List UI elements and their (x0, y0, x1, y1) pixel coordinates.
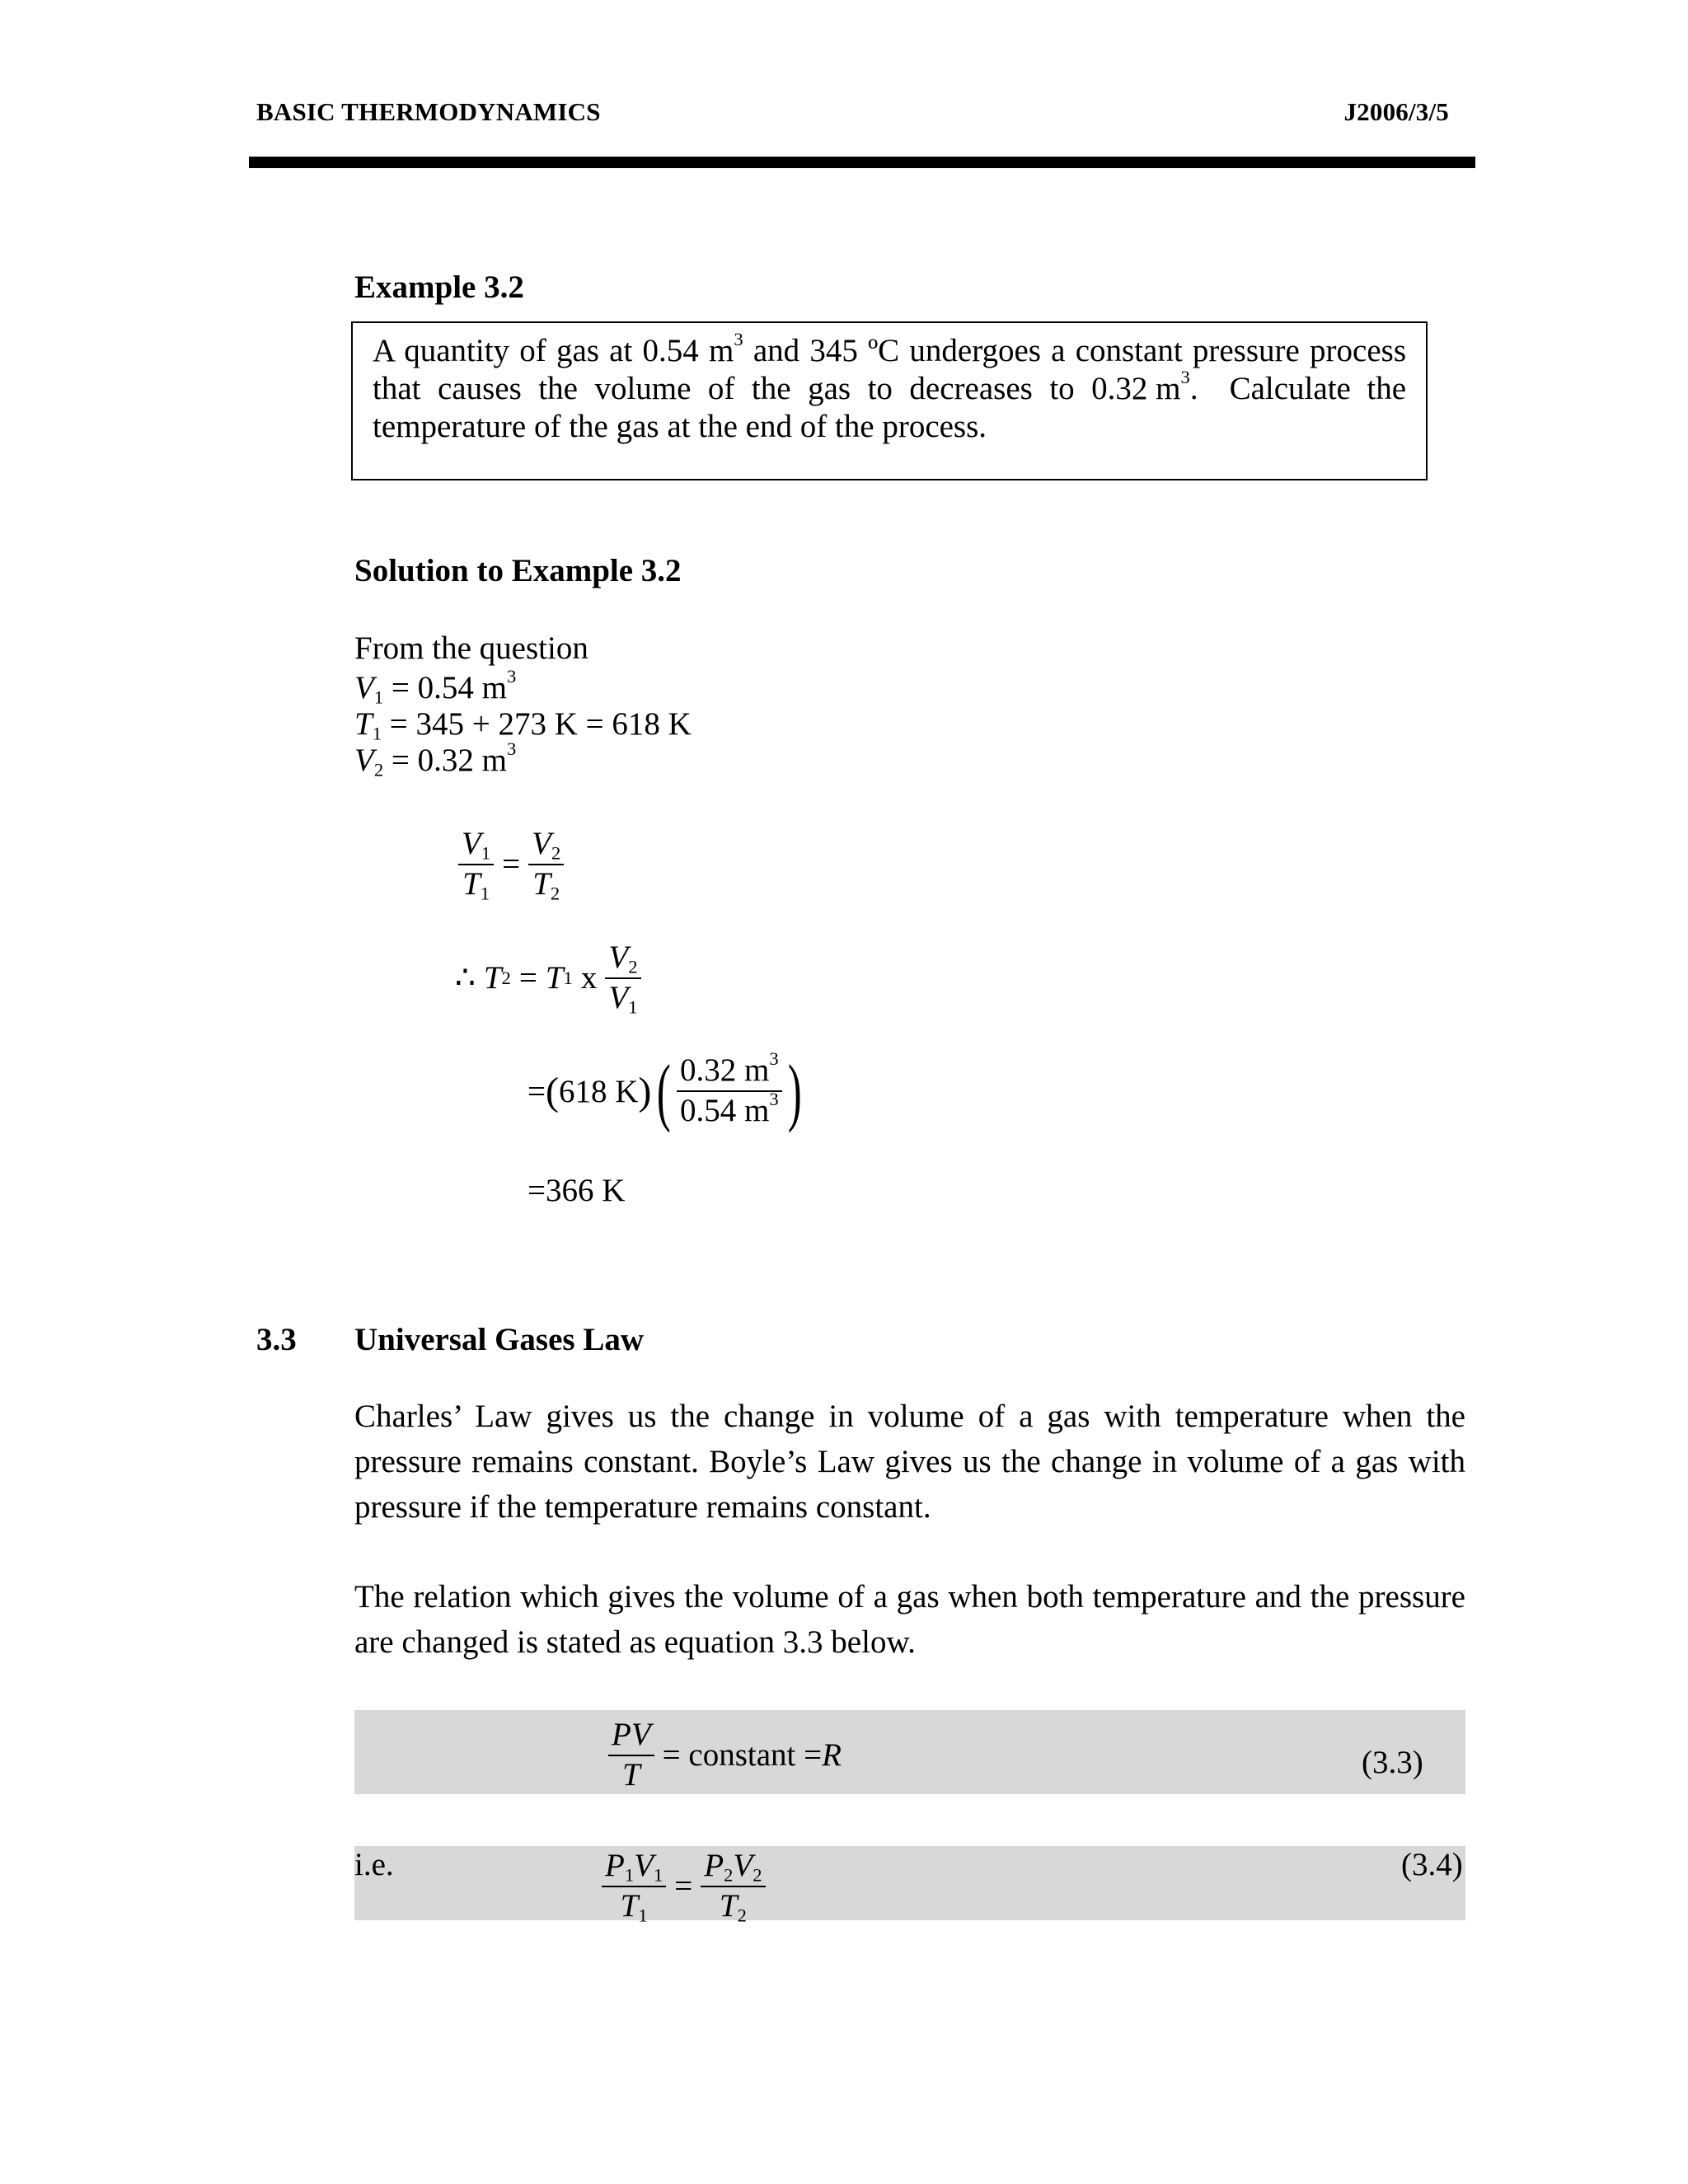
fraction-v2-t2: $\frac{V_2}{T_2}$ (528, 827, 564, 902)
rearranged-equation: ∴ T 2 = T 1 x $\frac{V_2}{V_1}$ (455, 941, 641, 1015)
equation-3-4: $\frac{P_1V_1}{T_1}$ = $\frac{P_2V_2}{T_2}$ (602, 1849, 766, 1924)
ie-label: i.e. (354, 1847, 394, 1882)
problem-line-1: A quantity of gas at 0.54 $m^3$ and 345 ºC undergoes a constant pressure process (373, 328, 1406, 368)
example-problem-box (351, 321, 1428, 480)
equation-3-4-band (354, 1846, 1465, 1920)
paragraph-charles-boyle: Charles’ Law gives us the change in volume of a gas with temperature when the pressure remains constant. Boyle’s Law gives us the change in volume of a gas with pressure if the temperature remains constant. (354, 1399, 1465, 1525)
header-rule (249, 157, 1475, 168)
given-intro: From the question (354, 630, 588, 666)
problem-line-3: temperature of the gas at the end of the process. (373, 409, 987, 444)
given-v1: $V_1 = 0.54$ $m^3$ (354, 665, 517, 708)
solution-title: Solution to Example 3.2 (354, 553, 682, 588)
paragraph-relation: The relation which gives the volume of a gas when both temperature and the pressure are changed is stated as equation 3.3 below. (354, 1579, 1465, 1660)
section-title: Universal Gases Law (354, 1322, 644, 1357)
fraction-volumes: $\frac{0.32 m^3}{0.54 m^3}$ (677, 1054, 782, 1128)
fraction-v1-t1: $\frac{V_1}{T_1}$ (458, 827, 494, 902)
equation-label-3-3: (3.3) (1362, 1745, 1423, 1780)
given-t1: $T_1 = 345 + 273$ K = 618 K (354, 706, 692, 744)
fraction-p2v2-t2: $\frac{P_2V_2}{T_2}$ (701, 1849, 765, 1924)
given-values (354, 629, 692, 780)
running-header-code: J2006/3/5 (1343, 97, 1449, 126)
example-title: Example 3.2 (354, 269, 524, 305)
problem-line-2: that causes the volume of the gas to decreases to 0.32 $m^3$. Calculate the (373, 366, 1406, 406)
substitution-equation: = ( 618 K ) ( $\frac{0.32 m^3}{0.54 m^3}$ ) (528, 1047, 802, 1133)
charles-law-equation: $\frac{V_1}{T_1}$ = $\frac{V_2}{T_2}$ (458, 827, 564, 902)
fraction-pv-t: $\frac{PV}{T}$ (608, 1718, 654, 1793)
fraction-p1v1-t1: $\frac{P_1V_1}{T_1}$ (602, 1849, 666, 1924)
equation-3-3-band (354, 1710, 1465, 1794)
result-equation: = 366 K (528, 1173, 626, 1208)
fraction-v2-v1: $\frac{V_2}{V_1}$ (605, 941, 640, 1015)
equation-label-3-4: (3.4) (1401, 1847, 1463, 1882)
section-number: 3.3 (256, 1322, 297, 1357)
running-header-title: BASIC THERMODYNAMICS (256, 97, 601, 126)
equation-3-3: $\frac{PV}{T}$ = constant = R (608, 1718, 842, 1793)
given-v2: $V_2 = 0.32$ $m^3$ (354, 738, 517, 780)
